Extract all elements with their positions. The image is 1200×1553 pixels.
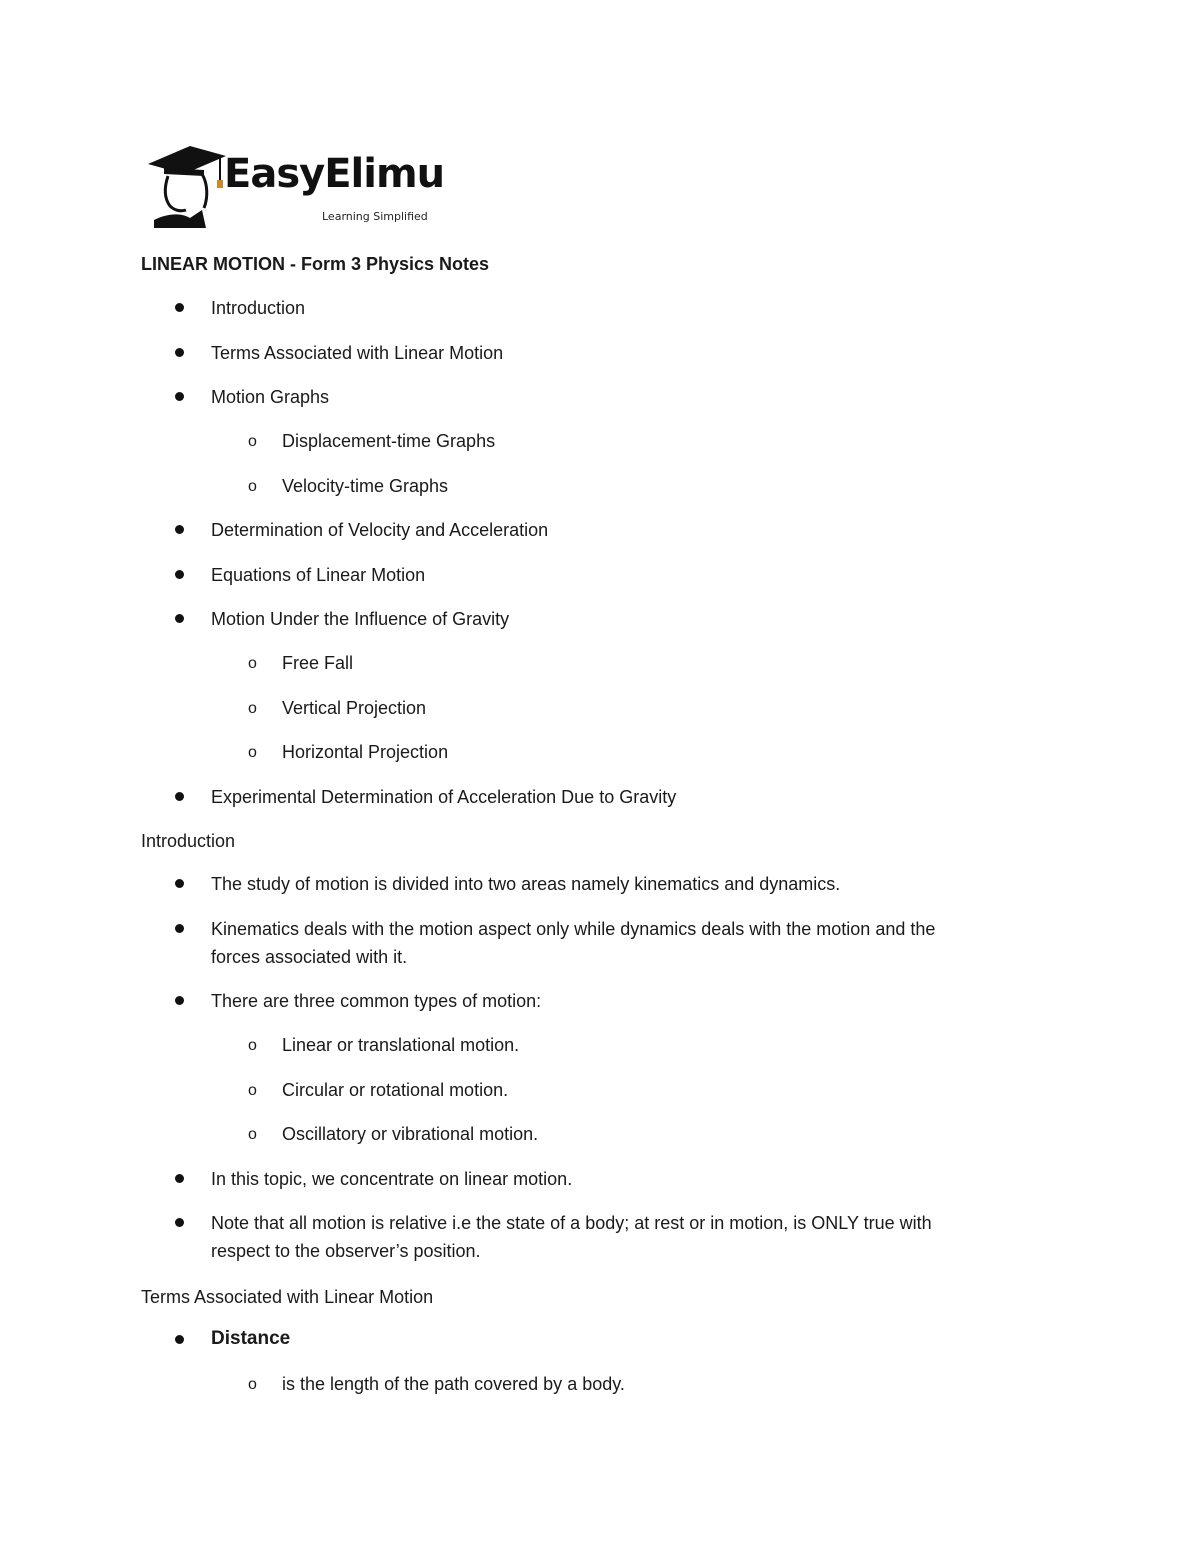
bullet-dot	[175, 525, 184, 534]
sub-bullet-marker: o	[248, 655, 257, 672]
sub-bullet-marker: o	[248, 1082, 257, 1099]
logo-wordmark: EasyElimu	[224, 151, 445, 197]
intro-paragraph: In this topic, we concentrate on linear motion.	[211, 1169, 573, 1189]
logo-tagline: Learning Simplified	[322, 210, 428, 223]
intro-paragraph-line: forces associated with it.	[211, 947, 408, 967]
intro-paragraph: There are three common types of motion:	[211, 991, 542, 1011]
document-title: LINEAR MOTION - Form 3 Physics Notes	[141, 254, 490, 274]
term-distance-definition: is the length of the path covered by a body.	[282, 1374, 625, 1394]
intro-paragraph-line: Kinematics deals with the motion aspect only while dynamics deals with the motion and the	[211, 919, 936, 939]
term-distance-label: Distance	[211, 1328, 291, 1349]
sub-bullet-marker: o	[248, 700, 257, 717]
toc-item: Motion Graphs	[211, 387, 330, 407]
motion-type-item: Oscillatory or vibrational motion.	[282, 1124, 539, 1144]
sub-bullet-marker: o	[248, 1037, 257, 1054]
toc-item: Motion Under the Influence of Gravity	[211, 609, 510, 629]
bullet-dot	[175, 792, 184, 801]
bullet-dot	[175, 348, 184, 357]
bullet-dot	[175, 1335, 184, 1344]
toc-subitem: Free Fall	[282, 653, 354, 673]
sub-bullet-marker: o	[248, 1126, 257, 1143]
toc-item: Introduction	[211, 298, 306, 318]
motion-type-item: Linear or translational motion.	[282, 1035, 520, 1055]
intro-paragraph: The study of motion is divided into two areas namely kinematics and dynamics.	[211, 874, 841, 894]
toc-subitem: Displacement-time Graphs	[282, 431, 496, 451]
bullet-dot	[175, 879, 184, 888]
graduation-cap-figure-icon	[146, 140, 236, 232]
sub-bullet-marker: o	[248, 478, 257, 495]
section-heading-terms: Terms Associated with Linear Motion	[141, 1287, 434, 1307]
bullet-dot	[175, 392, 184, 401]
bullet-dot	[175, 1218, 184, 1227]
bullet-dot	[175, 1174, 184, 1183]
bullet-dot	[175, 570, 184, 579]
toc-item: Experimental Determination of Acceleration Due to Gravity	[211, 787, 677, 807]
motion-type-item: Circular or rotational motion.	[282, 1080, 509, 1100]
toc-subitem: Velocity-time Graphs	[282, 476, 449, 496]
toc-item: Equations of Linear Motion	[211, 565, 426, 585]
toc-subitem: Horizontal Projection	[282, 742, 449, 762]
easyelimu-logo	[146, 140, 446, 232]
bullet-dot	[175, 996, 184, 1005]
toc-item: Determination of Velocity and Acceleration	[211, 520, 549, 540]
toc-subitem: Vertical Projection	[282, 698, 427, 718]
sub-bullet-marker: o	[248, 1376, 257, 1393]
sub-bullet-marker: o	[248, 433, 257, 450]
bullet-dot	[175, 924, 184, 933]
intro-paragraph-line: respect to the observer’s position.	[211, 1241, 481, 1261]
intro-paragraph-line: Note that all motion is relative i.e the state of a body; at rest or in motion, is ONLY true with	[211, 1213, 932, 1233]
bullet-dot	[175, 303, 184, 312]
sub-bullet-marker: o	[248, 744, 257, 761]
toc-item: Terms Associated with Linear Motion	[211, 343, 504, 363]
section-heading-introduction: Introduction	[141, 831, 236, 851]
bullet-dot	[175, 614, 184, 623]
